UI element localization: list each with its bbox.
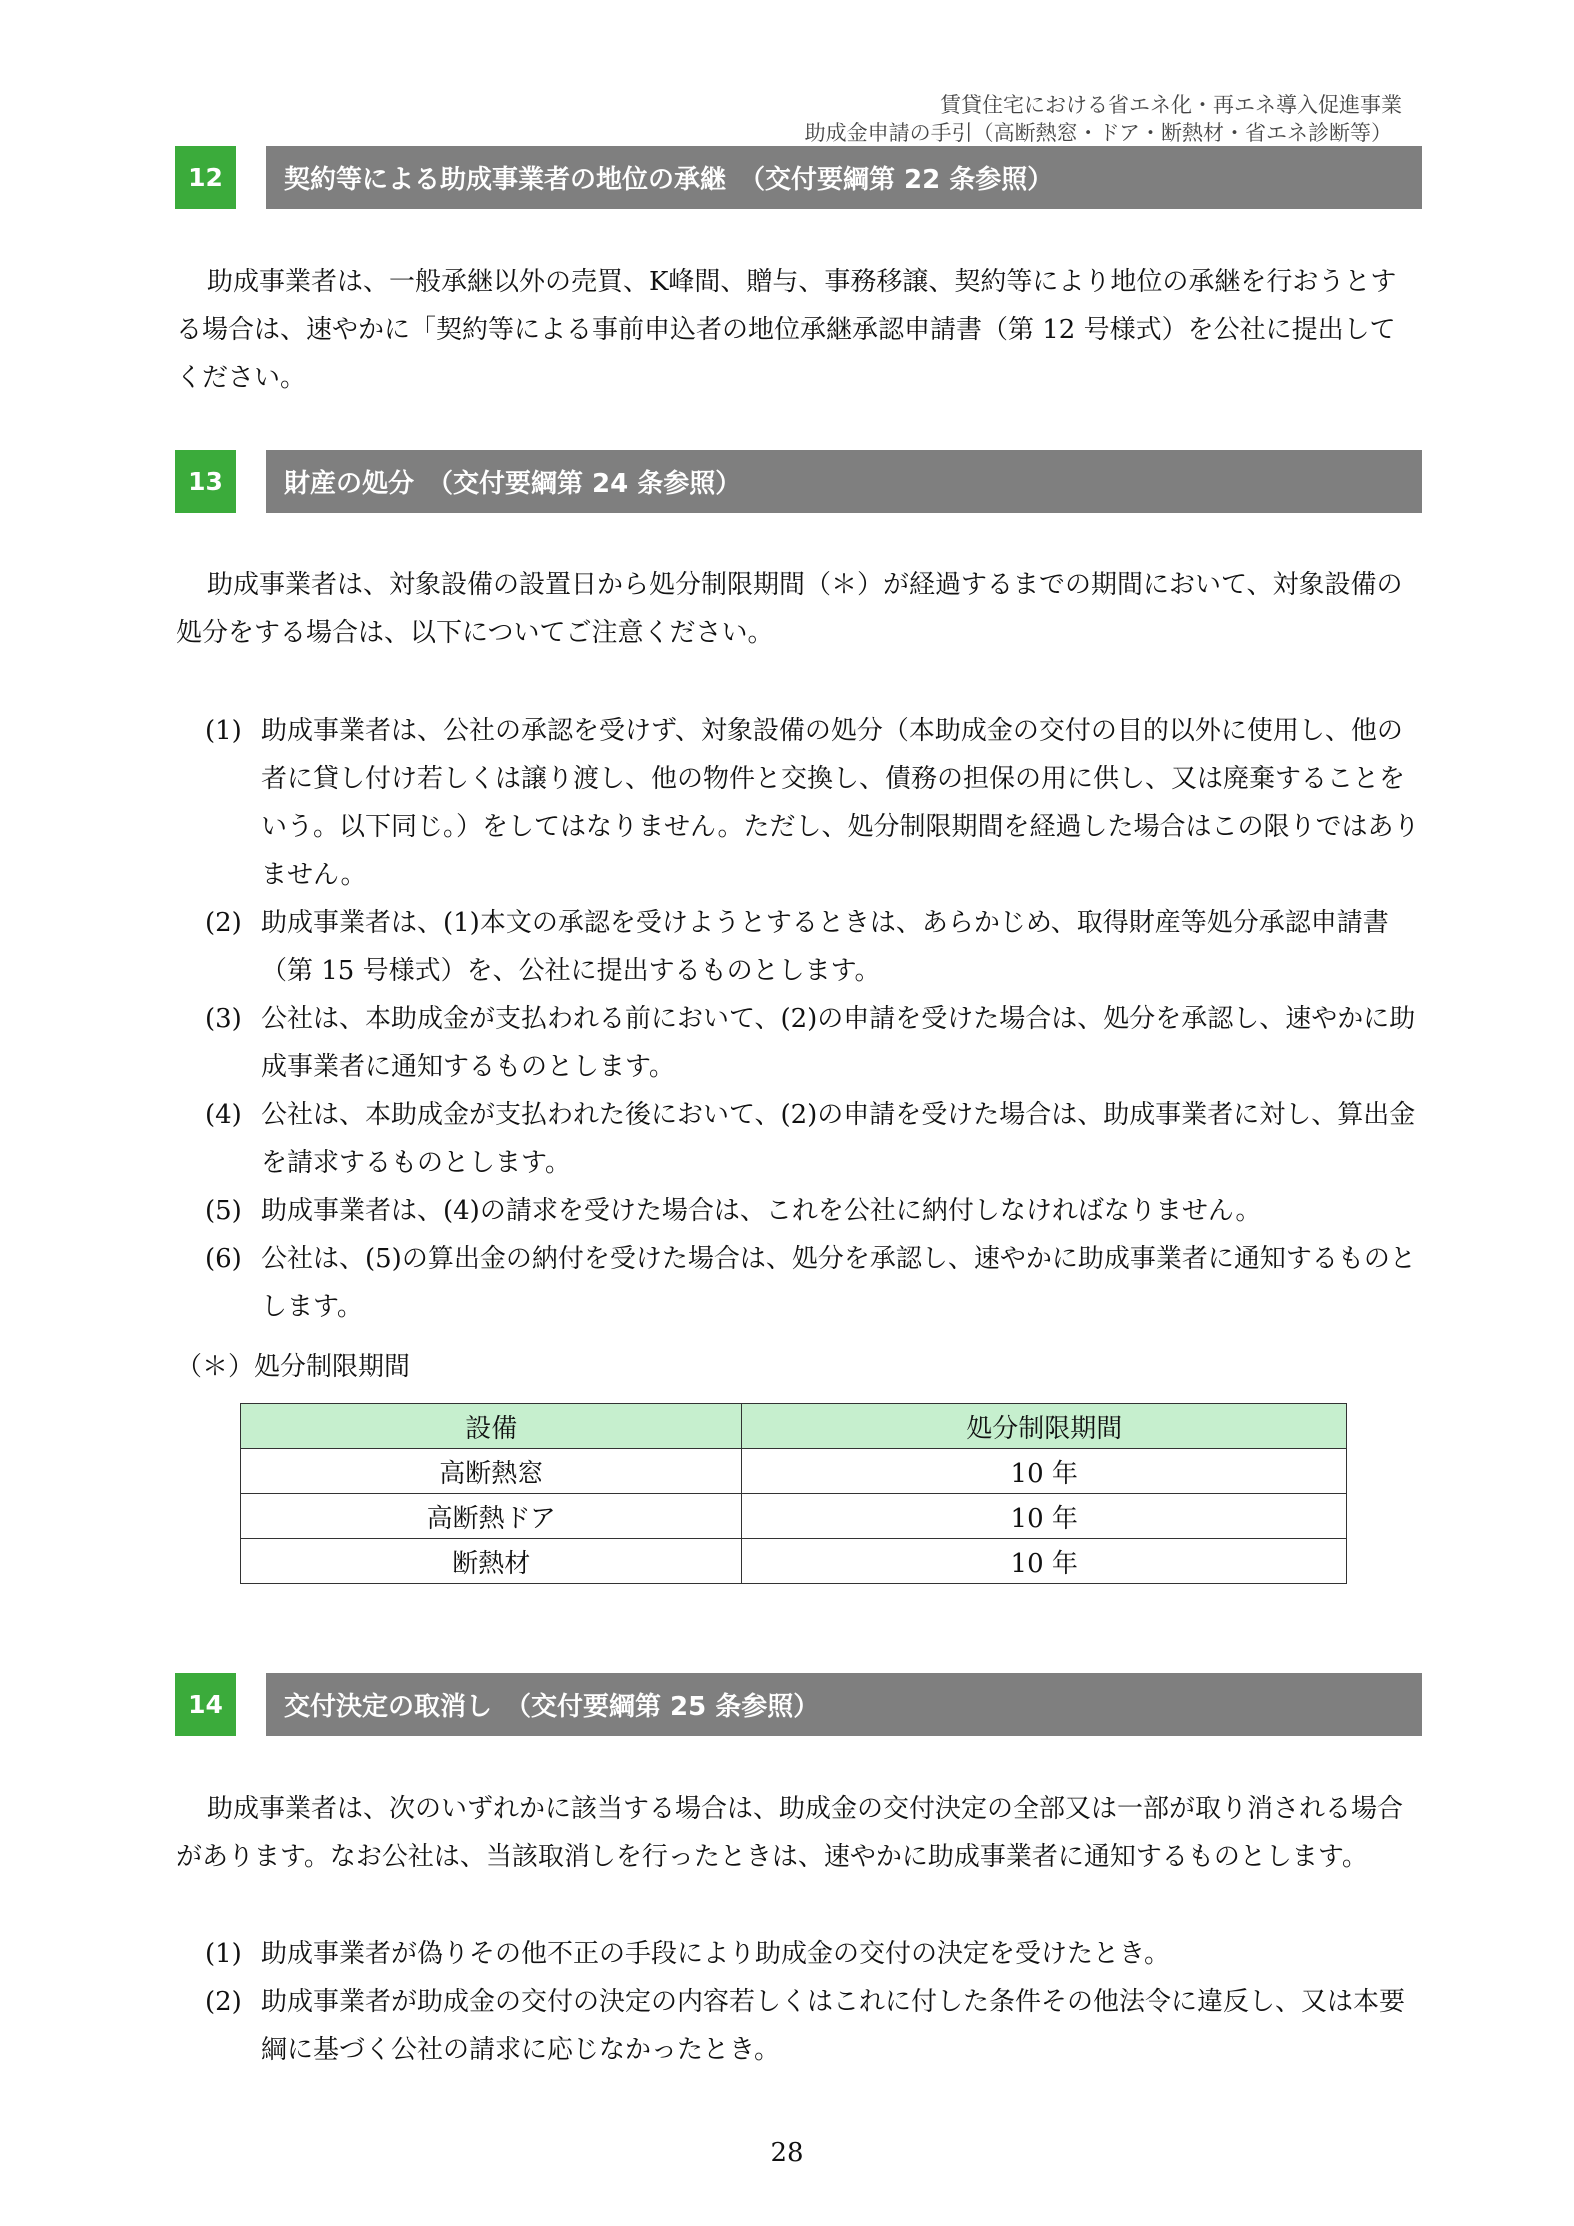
list-text: 助成事業者が偽りその他不正の手段により助成金の交付の決定を受けたとき。	[261, 1939, 1170, 1969]
disposal-limit-table	[240, 1403, 1347, 1584]
list-item	[205, 1978, 1420, 2074]
table-header-row	[241, 1404, 1347, 1449]
table-cell: 10 年	[742, 1494, 1347, 1539]
list-item	[205, 899, 1420, 995]
paragraph: 助成事業者は、次のいずれかに該当する場合は、助成金の交付決定の全部又は一部が取り消される場合があります。なお公社は、当該取消しを行ったときは、速やかに助成事業者に通知するものとします。	[176, 1794, 1404, 1872]
list-text: 助成事業者が助成金の交付の決定の内容若しくはこれに付した条件その他法令に違反し、又は本要綱に基づく公社の請求に応じなかったとき。	[261, 1987, 1406, 2065]
column-header: 設備	[241, 1404, 742, 1449]
table-row	[241, 1539, 1347, 1584]
header-subtitle: 助成金申請の手引（高断熱窓・ドア・断熱材・省エネ診断等）	[804, 121, 1392, 145]
section-body	[176, 258, 1416, 402]
paragraph: 助成事業者は、一般承継以外の売買、K峰間、贈与、事務移譲、契約等により地位の承継を行おうとする場合は、速やかに「契約等による事前申込者の地位承継承認申請書（第 12 号様式）を公社に提出してください。	[176, 267, 1397, 393]
note-label: （＊）処分制限期間	[176, 1352, 411, 1382]
list-text: 助成事業者は、公社の承認を受けず、対象設備の処分（本助成金の交付の目的以外に使用し、他の者に貸し付け若しくは譲り渡し、他の物件と交換し、債務の担保の用に供し、又は廃棄することをいう。以下同じ。）をしてはなりません。ただし、処分制限期間を経過した場合はこの限りではありません。	[261, 716, 1420, 890]
page-number: 28	[770, 2138, 804, 2168]
list-number: (1)	[205, 716, 242, 746]
numbered-list	[205, 1930, 1420, 2074]
section-body	[176, 1785, 1416, 1881]
list-item	[205, 1187, 1420, 1235]
list-text: 助成事業者は、(4)の請求を受けた場合は、これを公社に納付しなければなりません。	[261, 1196, 1262, 1226]
table-row	[241, 1449, 1347, 1494]
section-title: 財産の処分 （交付要綱第 24 条参照）	[266, 450, 1422, 513]
table-cell: 10 年	[742, 1539, 1347, 1584]
list-number: (3)	[205, 1004, 242, 1034]
list-number: (1)	[205, 1939, 242, 1969]
column-header: 処分制限期間	[742, 1404, 1347, 1449]
table-cell: 断熱材	[241, 1539, 742, 1584]
section-number: 12	[175, 146, 236, 209]
list-item	[205, 707, 1420, 899]
list-item	[205, 995, 1420, 1091]
table-cell: 高断熱ドア	[241, 1494, 742, 1539]
list-number: (2)	[205, 908, 242, 938]
section-body	[176, 561, 1416, 657]
list-item	[205, 1091, 1420, 1187]
list-text: 助成事業者は、(1)本文の承認を受けようとするときは、あらかじめ、取得財産等処分承認申請書（第 15 号様式）を、公社に提出するものとします。	[261, 908, 1389, 986]
numbered-list	[205, 707, 1420, 1331]
list-text: 公社は、本助成金が支払われる前において、(2)の申請を受けた場合は、処分を承認し、速やかに助成事業者に通知するものとします。	[261, 1004, 1416, 1082]
list-number: (2)	[205, 1987, 242, 2017]
table-row	[241, 1494, 1347, 1539]
list-number: (6)	[205, 1244, 242, 1274]
table-cell: 10 年	[742, 1449, 1347, 1494]
section-title: 契約等による助成事業者の地位の承継 （交付要綱第 22 条参照）	[266, 146, 1422, 209]
list-number: (4)	[205, 1100, 242, 1130]
table-cell: 高断熱窓	[241, 1449, 742, 1494]
section-title: 交付決定の取消し （交付要綱第 25 条参照）	[266, 1673, 1422, 1736]
list-item	[205, 1235, 1420, 1331]
header-title: 賃貸住宅における省エネ化・再エネ導入促進事業	[940, 93, 1402, 117]
list-number: (5)	[205, 1196, 242, 1226]
paragraph: 助成事業者は、対象設備の設置日から処分制限期間（＊）が経過するまでの期間において、対象設備の処分をする場合は、以下についてご注意ください。	[176, 570, 1403, 648]
list-text: 公社は、(5)の算出金の納付を受けた場合は、処分を承認し、速やかに助成事業者に通知するものとします。	[261, 1244, 1416, 1322]
section-number: 14	[175, 1673, 236, 1736]
list-item	[205, 1930, 1420, 1978]
table-note	[176, 1343, 1416, 1391]
section-number: 13	[175, 450, 236, 513]
list-text: 公社は、本助成金が支払われた後において、(2)の申請を受けた場合は、助成事業者に対し、算出金を請求するものとします。	[261, 1100, 1416, 1178]
